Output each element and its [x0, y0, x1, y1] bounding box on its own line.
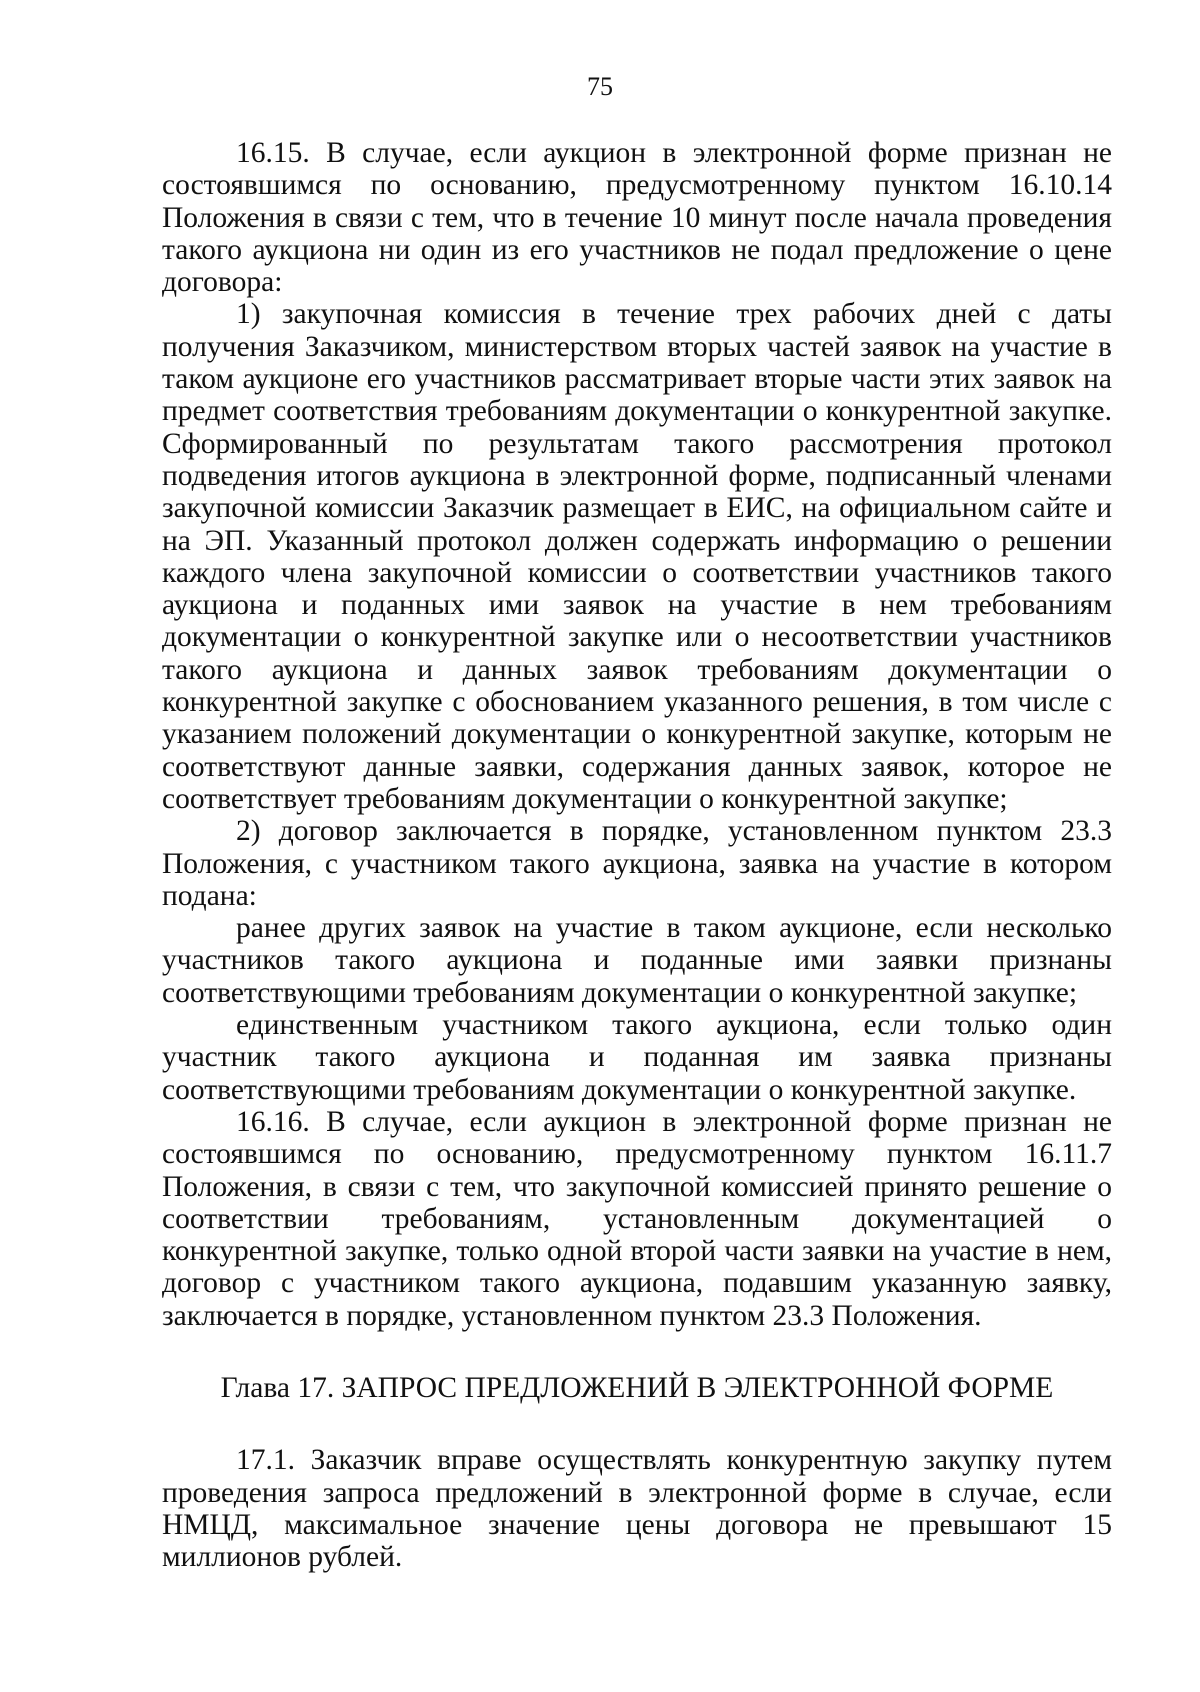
paragraph-16-16: 16.16. В случае, если аукцион в электронной форме признан не состоявшимся по основанию, предусмотренному пунктом 16.11.7 Положения, в связи с тем, что закупочной комиссией принято решение о соответствии требованиям, установленным документацией о конкурентной закупке, только одной второй части заявки на участие в нем, договор с участником такого аукциона, подавшим указанную заявку, заключается в порядке, установленном пунктом 23.3 Положения. [162, 1105, 1112, 1332]
paragraph-condition-single: единственным участником такого аукциона, если только один участник такого аукциона и поданная им заявка признаны соответствующими требованиям документации о конкурентной закупке. [162, 1009, 1112, 1106]
chapter-heading: Глава 17. ЗАПРОС ПРЕДЛОЖЕНИЙ В ЭЛЕКТРОННОЙ ФОРМЕ [220, 1371, 1054, 1404]
paragraph-item-2: 2) договор заключается в порядке, установленном пунктом 23.3 Положения, с участником такого аукциона, заявка на участие в котором подана: [162, 815, 1112, 912]
paragraph-17-1: 17.1. Заказчик вправе осуществлять конкурентную закупку путем проведения запроса предложений в электронной форме в случае, если НМЦД, максимальное значение цены договора не превышают 15 миллионов рублей. [162, 1444, 1112, 1574]
page-number: 75 [587, 72, 613, 101]
paragraph-item-1: 1) закупочная комиссия в течение трех рабочих дней с даты получения Заказчиком, министерством вторых частей заявок на участие в таком аукционе его участников рассматривает вторые части этих заявок на предмет соответствия требованиям документации о конкурентной закупке. Сформированный по результатам такого рассмотрения протокол подведения итогов аукциона в электронной форме, подписанный членами закупочной комиссии Заказчик размещает в ЕИС, на официальном сайте и на ЭП. Указанный протокол должен содержать информацию о решении каждого члена закупочной комиссии о соответствии участников такого аукциона и поданных ими заявок на участие в нем требованиям документации о конкурентной закупке или о несоответствии участников такого аукциона и данных заявок требованиям документации о конкурентной закупке с обоснованием указанного решения, в том числе с указанием положений документации о конкурентной закупке, которым не соответствуют данные заявки, содержания данных заявок, которое не соответствует требованиям документации о конкурентной закупке; [162, 298, 1112, 815]
paragraph-16-15: 16.15. В случае, если аукцион в электронной форме признан не состоявшимся по основанию, предусмотренному пунктом 16.10.14 Положения в связи с тем, что в течение 10 минут после начала проведения такого аукциона ни один из его участников не подал предложение о цене договора: [162, 137, 1112, 299]
page-body [162, 137, 1112, 1573]
paragraph-condition-earlier: ранее других заявок на участие в таком аукционе, если несколько участников такого аукциона и поданные ими заявки признаны соответствующими требованиям документации о конкурентной закупке; [162, 912, 1112, 1009]
